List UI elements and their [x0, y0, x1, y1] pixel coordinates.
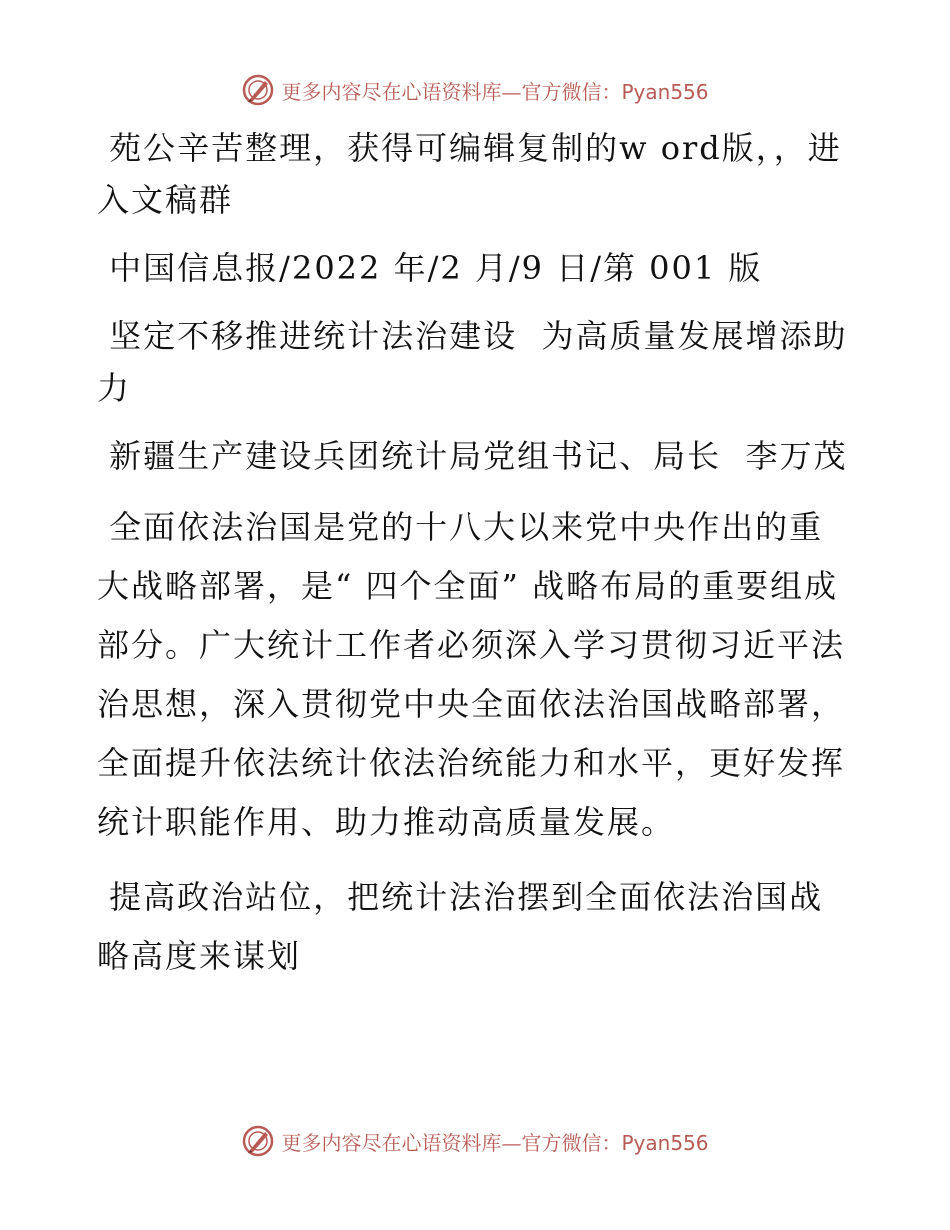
- article-title: 坚定不移推进统计法治建设 为高质量发展增添助力: [97, 317, 848, 407]
- pen-logo-icon: [241, 73, 275, 107]
- section-heading: 提高政治站位，把统计法治摆到全面依法治国战略高度来谋划: [97, 878, 824, 975]
- document-body: [97, 122, 857, 1002]
- intro-note: 苑公辛苦整理，获得可编辑复制的w ord版，，进入文稿群: [97, 129, 842, 219]
- watermark-wechat-id: Pyan556: [621, 1130, 709, 1155]
- watermark-wechat-id: Pyan556: [621, 79, 709, 104]
- author-line: 新疆生产建设兵团统计局党组书记、局长 李万茂: [97, 437, 848, 475]
- footer-watermark: [0, 1121, 950, 1161]
- body-paragraph: 全面依法治国是党的十八大以来党中央作出的重大战略部署，是“ 四个全面” 战略布局的重要组成部分。广大统计工作者必须深入学习贯彻习近平法治思想，深入贯彻党中央全面依法治国战略部署，全面提升依法统计依法治统能力和水平，更好发挥统计职能作用、助力推动高质量发展。: [97, 508, 846, 841]
- source-line: 中国信息报/2022 年/2 月/9 日/第 001 版: [97, 249, 763, 287]
- pen-logo-icon: [241, 1124, 275, 1158]
- watermark-text: 更多内容尽在心语资料库—官方微信：Pyan556: [281, 1130, 709, 1155]
- header-watermark: [0, 70, 950, 110]
- watermark-text: 更多内容尽在心语资料库—官方微信：Pyan556: [281, 79, 709, 104]
